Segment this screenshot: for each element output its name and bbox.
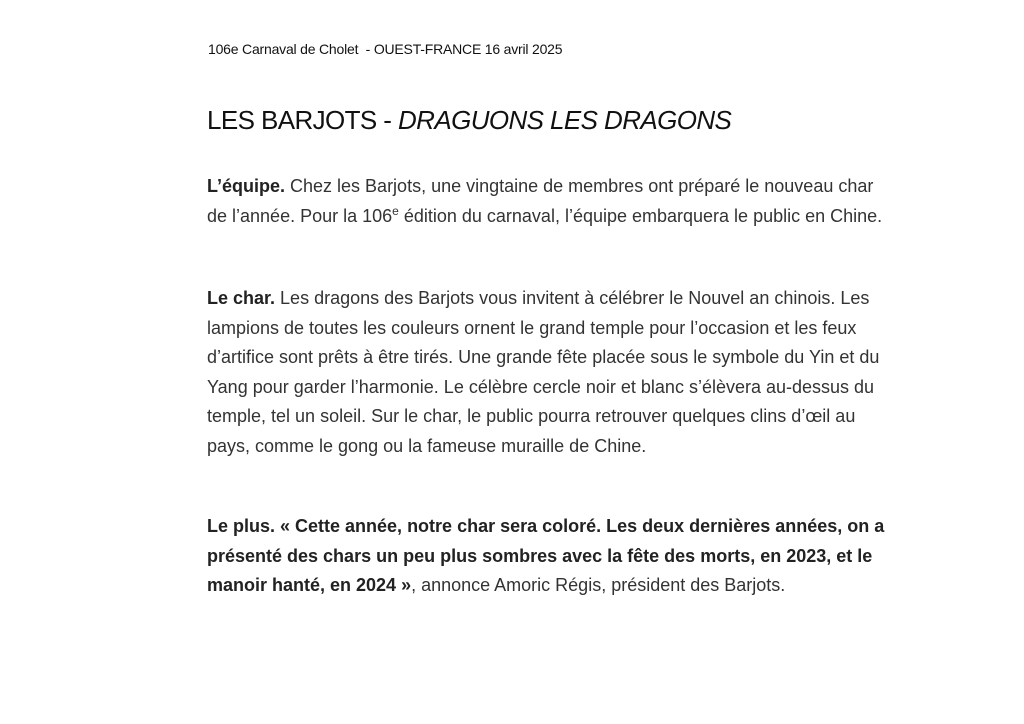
paragraph-char-text: Les dragons des Barjots vous invitent à célébrer le Nouvel an chinois. Les lampions de toutes les couleurs ornent le grand temple pour l’occasion et les feux d’artifice sont prêts à être tirés. Une grande fête placée sous le symbole du Yin et du Yang pour garder l’harmonie. Le célèbre cercle noir et blanc s’élèvera au-dessus du temple, tel un soleil. Sur le char, le public pourra retrouver quelques clins d’œil au pays, comme le gong ou la fameuse muraille de Chine. xyxy=(207,288,880,456)
paragraph-char xyxy=(207,284,897,462)
paragraph-char-lead: Le char. xyxy=(207,288,276,308)
paragraph-plus xyxy=(207,512,897,601)
paragraph-plus-quote: « Cette année, notre char sera coloré. Les deux dernières années, on a présenté des chars un peu plus sombres avec la fête des morts, en 2023, et le manoir hanté, en 2024 » xyxy=(207,516,885,596)
edition-superscript: e xyxy=(392,203,399,218)
paragraph-equipe xyxy=(207,172,897,231)
article-title xyxy=(207,105,731,136)
paragraph-equipe-text-end: édition du carnaval, l’équipe embarquera le public en Chine. xyxy=(398,205,883,226)
title-team-name: LES BARJOTS - xyxy=(207,105,398,135)
paragraph-plus-lead: Le plus. xyxy=(207,516,276,536)
paragraph-plus-attribution: , annonce Amoric Régis, président des Barjots. xyxy=(411,575,786,596)
source-header: 106e Carnaval de Cholet - OUEST-FRANCE 16 avril 2025 xyxy=(208,41,563,57)
paragraph-equipe-text: Chez les Barjots, une vingtaine de membres ont préparé le nouveau char de l’année. Pour la 106 xyxy=(207,176,874,226)
paragraph-equipe-lead: L’équipe. xyxy=(207,176,286,196)
title-float-name: DRAGUONS LES DRAGONS xyxy=(397,105,732,135)
